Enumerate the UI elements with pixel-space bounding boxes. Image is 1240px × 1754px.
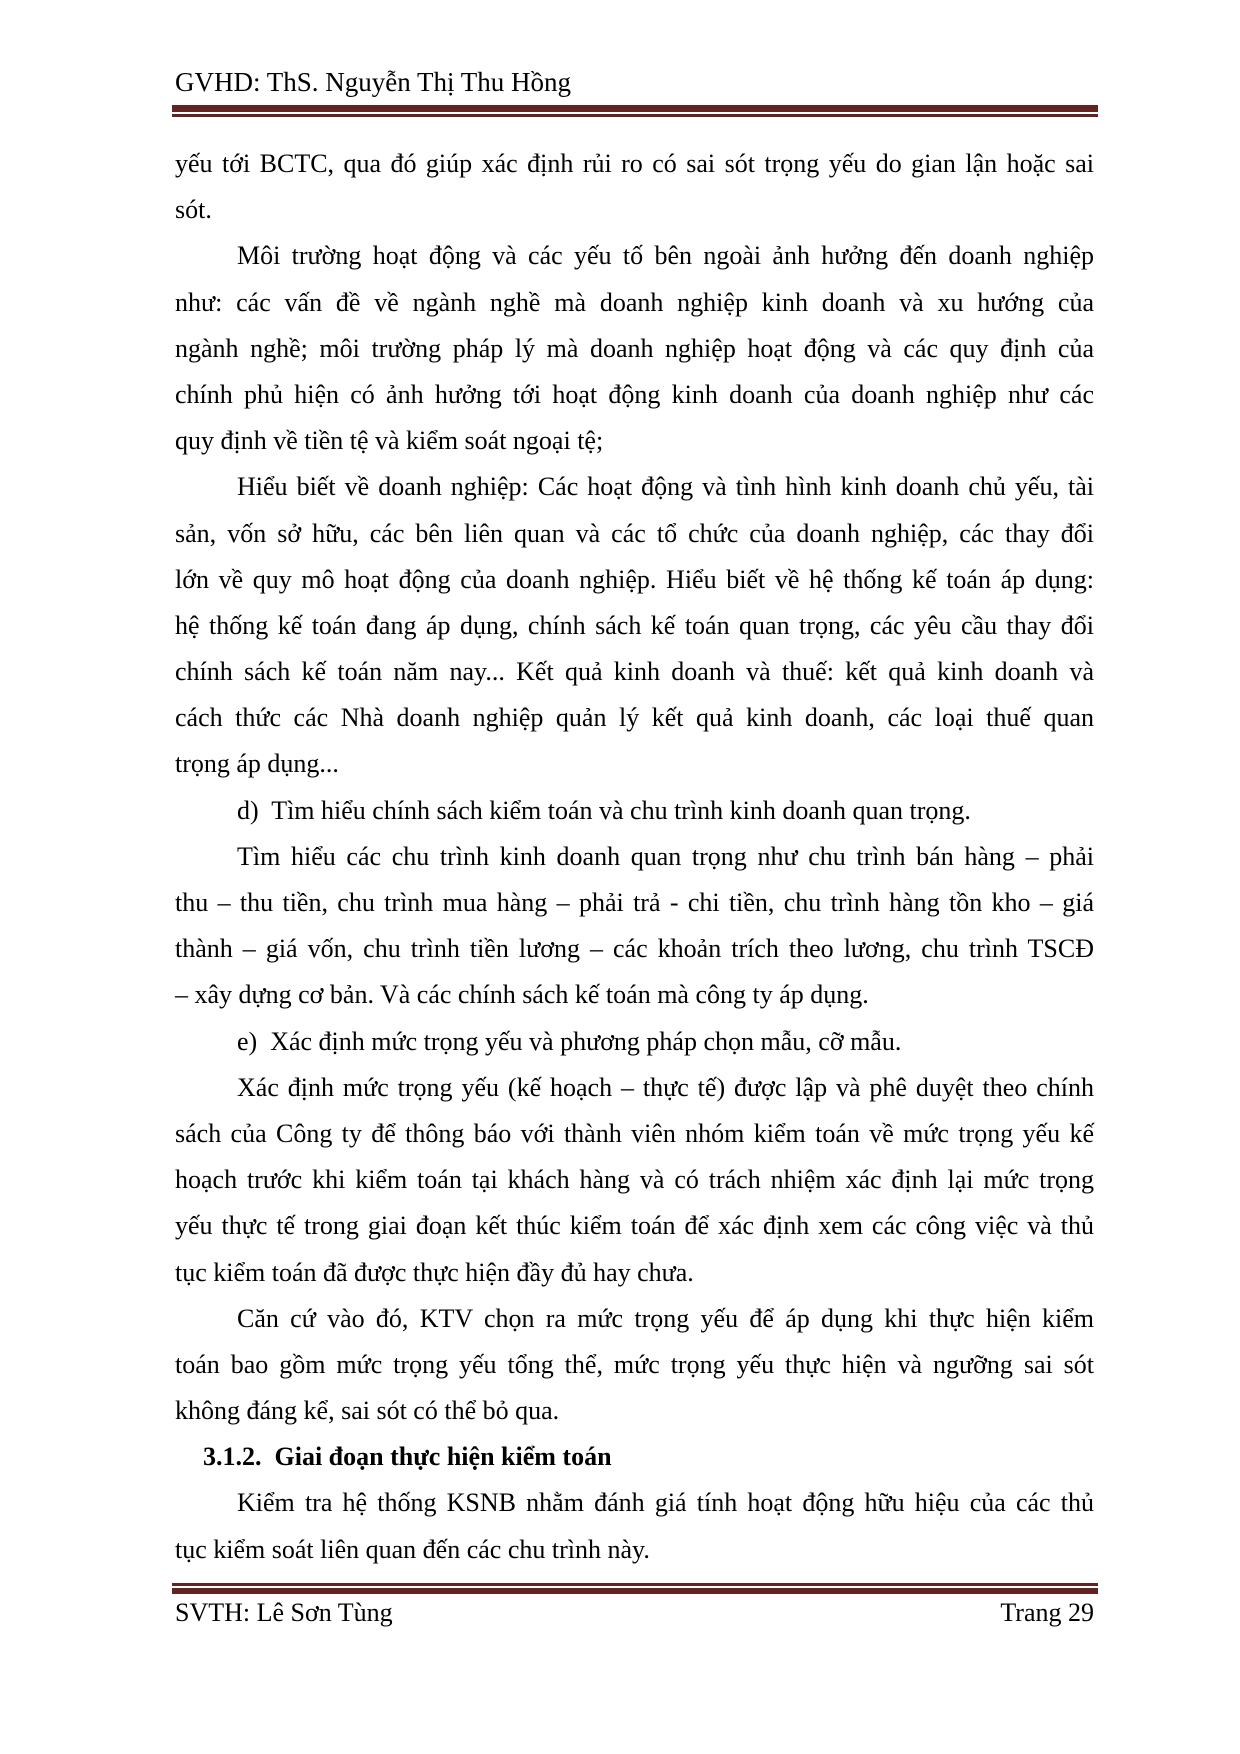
body-line: sản, vốn sở hữu, các bên liên quan và các tổ chức của doanh nghiệp, các thay đổi: [175, 518, 1094, 548]
body-line: như: các vấn đề về ngành nghề mà doanh nghiệp kinh doanh và xu hướng của: [175, 287, 1094, 317]
body-line: – xây dựng cơ bản. Và các chính sách kế toán mà công ty áp dụng.: [175, 980, 869, 1010]
body-line: hệ thống kế toán đang áp dụng, chính sách kế toán quan trọng, các yêu cầu thay đổi: [175, 610, 1094, 640]
footer-page-number: Trang 29: [1000, 1598, 1094, 1627]
body-line: Căn cứ vào đó, KTV chọn ra mức trọng yếu để áp dụng khi thực hiện kiểm: [237, 1303, 1094, 1333]
body-line: sách của Công ty để thông báo với thành viên nhóm kiểm toán về mức trọng yếu kế: [175, 1118, 1094, 1148]
header-rule-thick-bar: [172, 105, 1098, 112]
footer-rule-thick-bar: [172, 1588, 1098, 1594]
header-rule-thin-bar: [172, 114, 1098, 117]
body-line: Môi trường hoạt động và các yếu tố bên ngoài ảnh hưởng đến doanh nghiệp: [237, 241, 1094, 271]
body-line: Xác định mức trọng yếu (kế hoạch – thực tế) được lập và phê duyệt theo chính: [237, 1072, 1094, 1102]
body-line: chính phủ hiện có ảnh hưởng tới hoạt động kinh doanh của doanh nghiệp như các: [175, 379, 1094, 409]
body-line: toán bao gồm mức trọng yếu tổng thể, mức trọng yếu thực hiện và ngưỡng sai sót: [175, 1349, 1094, 1379]
body-line: chính sách kế toán năm nay... Kết quả kinh doanh và thuế: kết quả kinh doanh và: [175, 657, 1094, 687]
header-rule: [172, 105, 1098, 117]
list-item-d: d) Tìm hiểu chính sách kiểm toán và chu trình kinh doanh quan trọng.: [237, 795, 971, 825]
header-supervisor-text: GVHD: ThS. Nguyễn Thị Thu Hồng: [175, 67, 572, 97]
body-line: Tìm hiểu các chu trình kinh doanh quan trọng như chu trình bán hàng – phải: [237, 841, 1094, 871]
body-line: Kiểm tra hệ thống KSNB nhằm đánh giá tính hoạt động hữu hiệu của các thủ: [237, 1488, 1094, 1518]
body-line: lớn về quy mô hoạt động của doanh nghiệp. Hiểu biết về hệ thống kế toán áp dụng:: [175, 564, 1094, 594]
section-heading-3-1-2: 3.1.2. Giai đoạn thực hiện kiểm toán: [203, 1442, 612, 1472]
body-line: Hiểu biết về doanh nghiệp: Các hoạt động và tình hình kinh doanh chủ yếu, tài: [237, 472, 1094, 502]
footer-student-text: SVTH: Lê Sơn Tùng: [175, 1598, 393, 1627]
footer: [175, 1597, 1094, 1629]
body-line: không đáng kể, sai sót có thể bỏ qua.: [175, 1396, 560, 1426]
body-line: hoạch trước khi kiểm toán tại khách hàng và có trách nhiệm xác định lại mức trọng: [175, 1165, 1094, 1195]
body-line: yếu tới BCTC, qua đó giúp xác định rủi ro có sai sót trọng yếu do gian lận hoặc sai: [175, 149, 1094, 178]
body-line: yếu thực tế trong giai đoạn kết thúc kiểm toán để xác định xem các công việc và thủ: [175, 1211, 1094, 1241]
body-line: ngành nghề; môi trường pháp lý mà doanh nghiệp hoạt động và các quy định của: [175, 333, 1094, 363]
body-line: sót.: [175, 195, 212, 225]
body-line: thu – thu tiền, chu trình mua hàng – phải trả - chi tiền, chu trình hàng tồn kho – giá: [175, 888, 1094, 917]
footer-rule: [172, 1583, 1098, 1594]
body-line: tục kiểm toán đã được thực hiện đầy đủ hay chưa.: [175, 1257, 694, 1287]
document-body: [175, 141, 1094, 1573]
list-item-e: e) Xác định mức trọng yếu và phương pháp chọn mẫu, cỡ mẫu.: [237, 1026, 902, 1056]
body-line: cách thức các Nhà doanh nghiệp quản lý kết quả kinh doanh, các loại thuế quan: [175, 703, 1094, 733]
body-line: tục kiểm soát liên quan đến các chu trình này.: [175, 1534, 650, 1564]
body-line: trọng áp dụng...: [175, 749, 339, 779]
body-line: thành – giá vốn, chu trình tiền lương – các khoản trích theo lương, chu trình TSCĐ: [175, 934, 1094, 964]
body-line: quy định về tiền tệ và kiểm soát ngoại tệ;: [175, 426, 604, 456]
